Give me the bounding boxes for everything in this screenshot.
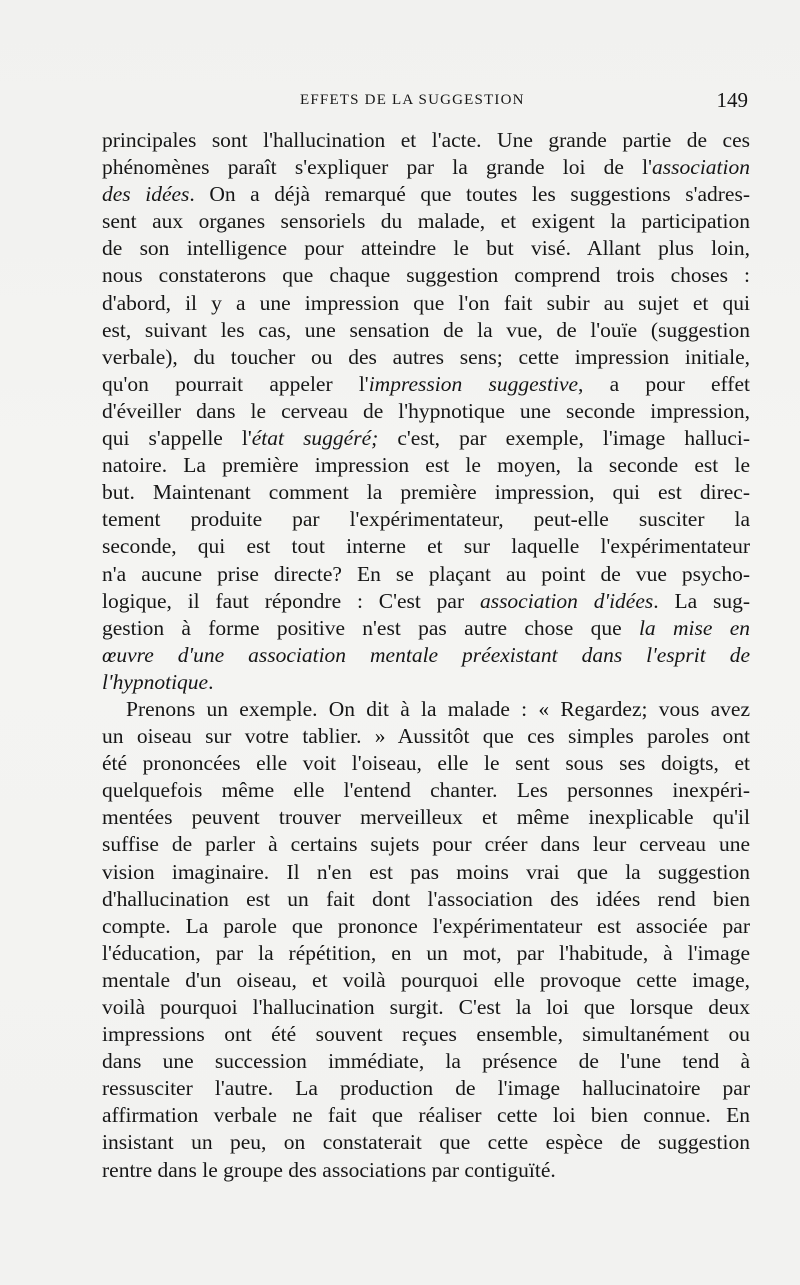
text-line: de son intelligence pour atteindre le but visé. Allant plus loin, bbox=[102, 236, 750, 261]
text-line: est, suivant les cas, une sensation de la vue, de l'ouïe (suggestion bbox=[102, 317, 750, 342]
text-line: d'abord, il y a une impression que l'on fait subir au sujet et qui bbox=[102, 290, 750, 315]
text-line: l'hypnotique. bbox=[102, 669, 214, 694]
text-line: principales sont l'hallucination et l'acte. Une grande partie de ces bbox=[102, 128, 750, 152]
text-line: verbale), du toucher ou des autres sens; cette impression initiale, bbox=[102, 344, 750, 369]
text-line: d'hallucination est un fait dont l'association des idées rend bien bbox=[102, 886, 750, 911]
text-line: qui s'appelle l'état suggéré; c'est, par exemple, l'image halluci- bbox=[102, 426, 751, 451]
text-line: insistant un peu, on constaterait que cette espèce de suggestion bbox=[102, 1130, 750, 1155]
page-number: 149 bbox=[716, 88, 748, 112]
body-text bbox=[102, 127, 750, 1184]
text-line: seconde, qui est tout interne et sur laquelle l'expérimentateur bbox=[102, 534, 750, 559]
text-line: affirmation verbale ne fait que réaliser cette loi bien connue. En bbox=[102, 1103, 750, 1128]
text-line: but. Maintenant comment la première impression, qui est direc- bbox=[102, 480, 750, 505]
text-line: été prononcées elle voit l'oiseau, elle le sent sous ses doigts, et bbox=[102, 751, 750, 776]
page-header bbox=[102, 88, 750, 116]
text-line: phénomènes paraît s'expliquer par la grande loi de l'association bbox=[102, 155, 750, 180]
text-line: vision imaginaire. Il n'en est pas moins vrai que la suggestion bbox=[102, 859, 750, 884]
text-line: nous constaterons que chaque suggestion comprend trois choses : bbox=[102, 263, 750, 288]
text-line: dans une succession immédiate, la présence de l'une tend à bbox=[102, 1049, 750, 1074]
text-line: tement produite par l'expérimentateur, peut-elle susciter la bbox=[102, 507, 750, 532]
text-line: voilà pourquoi l'hallucination surgit. C'est la loi que lorsque deux bbox=[102, 995, 750, 1019]
text-line: logique, il faut répondre : C'est par association d'idées. La sug- bbox=[102, 588, 750, 613]
text-line: œuvre d'une association mentale préexistant dans l'esprit de bbox=[102, 642, 750, 667]
text-line: qu'on pourrait appeler l'impression suggestive, a pour effet bbox=[102, 371, 750, 396]
text-line: impressions ont été souvent reçues ensemble, simultanément ou bbox=[102, 1022, 750, 1047]
text-line: des idées. On a déjà remarqué que toutes les suggestions s'adres- bbox=[102, 182, 750, 207]
text-line: compte. La parole que prononce l'expérimentateur est associée par bbox=[102, 913, 750, 938]
text-line: quelquefois même elle l'entend chanter. Les personnes inexpéri- bbox=[102, 778, 750, 803]
text-line: ressusciter l'autre. La production de l'image hallucinatoire par bbox=[102, 1076, 750, 1101]
text-line: l'éducation, par la répétition, en un mot, par l'habitude, à l'image bbox=[102, 940, 750, 965]
text-line: natoire. La première impression est le moyen, la seconde est le bbox=[102, 453, 750, 478]
text-line: mentale d'un oiseau, et voilà pourquoi elle provoque cette image, bbox=[102, 967, 750, 992]
text-line: n'a aucune prise directe? En se plaçant au point de vue psycho- bbox=[102, 561, 750, 586]
text-line: sent aux organes sensoriels du malade, et exigent la participation bbox=[102, 209, 750, 234]
text-line: rentre dans le groupe des associations par contiguïté. bbox=[102, 1157, 556, 1182]
text-line: suffise de parler à certains sujets pour créer dans leur cerveau une bbox=[102, 832, 750, 857]
text-line: d'éveiller dans le cerveau de l'hypnotique une seconde impression, bbox=[102, 398, 750, 423]
text-line: gestion à forme positive n'est pas autre chose que la mise en bbox=[102, 615, 750, 640]
text-line: Prenons un exemple. On dit à la malade : « Regardez; vous avez bbox=[126, 696, 750, 721]
text-line: mentées peuvent trouver merveilleux et même inexplicable qu'il bbox=[102, 805, 750, 830]
running-head: EFFETS DE LA SUGGESTION bbox=[300, 92, 525, 108]
text-line: un oiseau sur votre tablier. » Aussitôt que ces simples paroles ont bbox=[102, 724, 750, 749]
